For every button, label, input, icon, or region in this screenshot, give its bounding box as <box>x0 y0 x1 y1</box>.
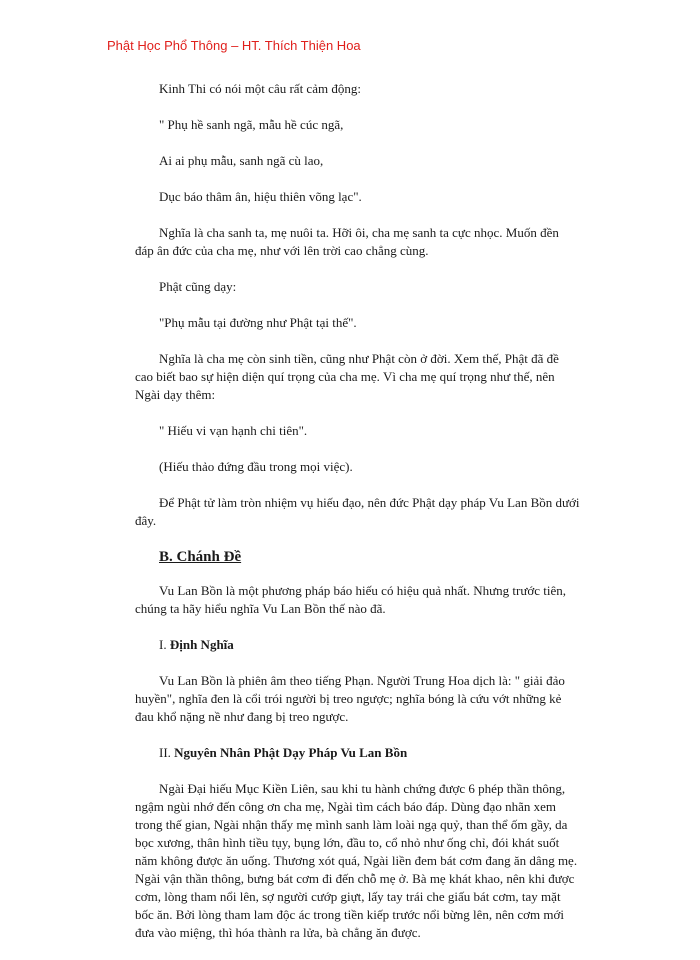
paragraph: Nghĩa là cha mẹ còn sinh tiền, cũng như Phật còn ở đời. Xem thế, Phật đã đề cao biết bao sự hiện diện quí trọng của cha mẹ. Vì cha mẹ quí trọng như thế, nên Ngài dạy thêm: <box>135 351 559 402</box>
paragraph: Vu Lan Bồn là một phương pháp báo hiếu có hiệu quả nhất. Nhưng trước tiên, chúng ta hãy hiểu nghĩa Vu Lan Bồn thế nào đã. <box>135 583 567 616</box>
subsection-heading <box>135 636 580 654</box>
paragraph: Ngài Đại hiếu Mục Kiền Liên, sau khi tu hành chứng được 6 phép thần thông, ngậm ngùi nhớ đến công ơn cha mẹ, Ngài tìm cách báo đáp. Dùng đạo nhãn xem trong thế gian, Ngài nhận thấy mẹ mình sanh làm loài ngạ quỷ, than thể ốm gầy, da bọc xương, thân hình tiều tụy, bụng lớn, đầu to, cổ nhỏ như ống chỉ, đói khát suốt năm không được ăn uống. Thương xót quá, Ngài liền đem bát cơm đang ăn dâng mẹ. Ngài vận thần thông, bưng bát cơm đi đến chỗ mẹ ở. Bà mẹ khát khao, nên khi được cơm, lòng tham nổi lên, sợ người cướp giựt, lấy tay trái che giấu bát cơm, tay mặt bốc ăn. Bởi lòng tham lam độc ác trong tiền kiếp trước nổi bừng lên, nên cơm mới đưa vào miệng, thì hóa thành ra lửa, bà chẳng ăn được. <box>135 781 578 940</box>
subsection-number: I. <box>159 637 170 652</box>
quote: "Phụ mẫu tại đường như Phật tại thế". <box>159 315 357 330</box>
document-body <box>135 80 580 942</box>
verse-line: Dục báo thâm ân, hiệu thiên võng lạc". <box>159 189 362 204</box>
subsection-title: Nguyên Nhân Phật Dạy Pháp Vu Lan Bồn <box>174 745 408 760</box>
paragraph: Vu Lan Bồn là phiên âm theo tiếng Phạn. Người Trung Hoa dịch là: " giải đảo huyền", nghĩa đen là cổi trói người bị treo ngược; nghĩa bóng là cứu vớt những kẻ đau khổ nặng nề như đang bị treo ngược. <box>135 673 565 724</box>
paragraph: Phật cũng dạy: <box>159 279 237 294</box>
paragraph: (Hiếu thảo đứng đầu trong mọi việc). <box>159 459 353 474</box>
paragraph: Để Phật tử làm tròn nhiệm vụ hiếu đạo, nên đức Phật dạy pháp Vu Lan Bồn dưới đây. <box>135 495 580 528</box>
subsection-heading <box>135 744 580 762</box>
paragraph: Kinh Thi có nói một câu rất cảm động: <box>159 81 361 96</box>
subsection-title: Định Nghĩa <box>169 637 234 652</box>
verse-line: " Phụ hề sanh ngã, mẫu hề cúc ngã, <box>159 117 344 132</box>
section-heading: B. Chánh Đề <box>159 549 242 565</box>
subsection-number: II. <box>159 745 175 760</box>
quote: " Hiếu vi vạn hạnh chi tiên". <box>159 423 308 438</box>
page-header: Phật Học Phổ Thông – HT. Thích Thiện Hoa <box>107 38 361 53</box>
verse-line: Ai ai phụ mẫu, sanh ngã cù lao, <box>159 153 324 168</box>
paragraph: Nghĩa là cha sanh ta, mẹ nuôi ta. Hỡi ôi, cha mẹ sanh ta cực nhọc. Muốn đền đáp ân đức của cha mẹ, như với lên trời cao chẳng cùng. <box>135 225 559 258</box>
